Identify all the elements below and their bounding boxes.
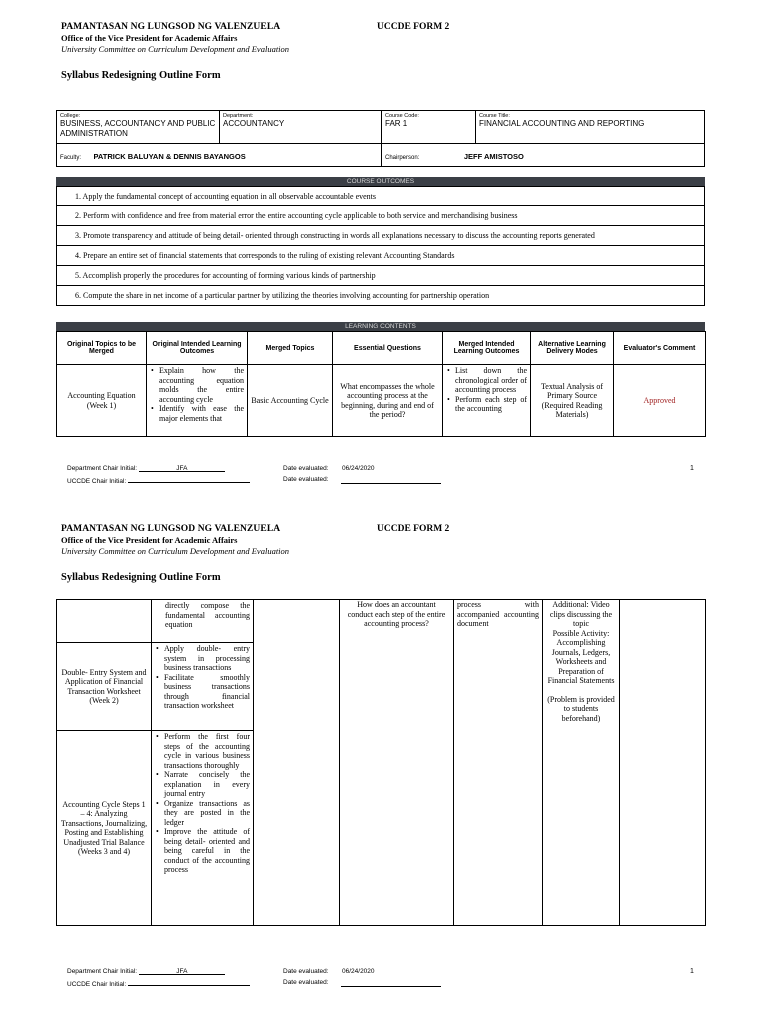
learning-contents-heading: LEARNING CONTENTS bbox=[56, 322, 705, 331]
course-code-cell bbox=[382, 111, 476, 144]
office-name: Office of the Vice President for Academic Affairs bbox=[61, 33, 238, 43]
chairperson-label: Chairperson: bbox=[385, 155, 420, 161]
dept-chair-initial: JFA bbox=[176, 968, 188, 975]
college-value: BUSINESS, ACCOUNTANCY AND PUBLIC ADMINISTRATION bbox=[60, 119, 216, 138]
p2-row1-topic bbox=[57, 600, 152, 643]
dept-chair-initial-line bbox=[139, 966, 225, 975]
p2-row2-ilo bbox=[152, 643, 254, 731]
list-item: • Perform each step of the accounting bbox=[455, 395, 527, 414]
committee-name: University Committee on Curriculum Development and Evaluation bbox=[61, 546, 290, 556]
list-item: • Facilitate smoothly business transactions through financial transaction worksheet bbox=[164, 673, 250, 711]
p2-evaluator-comment bbox=[620, 600, 706, 926]
p2-delivery-c: (Problem is provided to students beforehand) bbox=[547, 694, 615, 723]
col-delivery-modes: Alternative Learning Delivery Modes bbox=[531, 332, 614, 365]
dept-chair-initial-line bbox=[139, 463, 225, 472]
learning-contents-continued-table bbox=[56, 599, 706, 926]
row1-question: What encompasses the whole accounting process at the beginning, during and end of the period? bbox=[333, 365, 443, 437]
university-name: PAMANTASAN NG LUNGSOD NG VALENZUELA bbox=[61, 22, 281, 32]
date-evaluated-label: Date evaluated: bbox=[283, 979, 329, 986]
list-item: • Narrate concisely the explanation in every journal entry bbox=[164, 770, 250, 799]
dept-chair-label: Department Chair Initial: bbox=[67, 968, 138, 975]
course-title-cell bbox=[476, 111, 705, 144]
uccde-chair-line bbox=[128, 474, 250, 483]
course-outcomes-heading: COURSE OUTCOMES bbox=[56, 177, 705, 186]
college-label: College: bbox=[60, 113, 81, 119]
list-item: • Organize transactions as they are posted in the ledger bbox=[164, 799, 250, 828]
p2-row1-ilo-cont: directly compose the fundamental accounting equation bbox=[152, 600, 254, 643]
form-title: Syllabus Redesigning Outline Form bbox=[61, 572, 221, 583]
outcome-item: 6. Compute the share in net income of a particular partner by utilizing the theories involving accounting for partnership operation bbox=[57, 286, 705, 306]
date-evaluated-value: 06/24/2020 bbox=[342, 968, 375, 975]
date-evaluated-value: 06/24/2020 bbox=[342, 465, 375, 472]
row1-merged-ilo bbox=[443, 365, 531, 437]
page1-header bbox=[61, 22, 721, 81]
col-evaluator-comment: Evaluator's Comment bbox=[614, 332, 706, 365]
col-original-ilo: Original Intended Learning Outcomes bbox=[147, 332, 248, 365]
date-evaluated-label: Date evaluated: bbox=[283, 968, 329, 975]
list-item: • Improve the attitude of being detail- oriented and being careful in the conduct of the accounting process bbox=[164, 827, 250, 875]
date-evaluated-label: Date evaluated: bbox=[283, 476, 329, 483]
col-essential-questions: Essential Questions bbox=[333, 332, 443, 365]
uccde-chair-label: UCCDE Chair Initial: bbox=[67, 981, 127, 988]
learning-contents-table bbox=[56, 331, 706, 437]
p2-row3-ilo bbox=[152, 731, 254, 926]
college-cell bbox=[57, 111, 220, 144]
course-outcomes-table bbox=[56, 186, 705, 306]
outcome-item: 2. Perform with confidence and free from material error the entire accounting cycle applicable to both service and merchandising business bbox=[57, 206, 705, 226]
date-evaluated-line bbox=[341, 475, 441, 484]
faculty-label: Faculty: bbox=[60, 155, 82, 161]
p2-delivery-a: Additional: Video clips discussing the topic bbox=[549, 600, 613, 628]
row1-evaluator-comment: Approved bbox=[614, 365, 706, 437]
department-cell bbox=[220, 111, 382, 144]
date-evaluated-line bbox=[341, 978, 441, 987]
page1-footer bbox=[67, 463, 707, 485]
row1-ilo bbox=[147, 365, 248, 437]
department-label: Department: bbox=[223, 113, 254, 119]
form-number: UCCDE FORM 2 bbox=[377, 524, 450, 534]
p2-delivery-b: Possible Activity: Accomplishing Journals, Ledgers, Worksheets and Preparation of Financial Statements bbox=[547, 628, 615, 685]
list-item: • Perform the first four steps of the accounting cycle in various business transactions thoroughly bbox=[164, 732, 250, 770]
p2-question: How does an accountant conduct each step of the entire accounting process? bbox=[340, 600, 454, 926]
p2-row2-topic: Double- Entry System and Application of Financial Transaction Worksheet (Week 2) bbox=[57, 643, 152, 731]
university-name: PAMANTASAN NG LUNGSOD NG VALENZUELA bbox=[61, 524, 281, 534]
list-item: • Identify with ease the major elements that bbox=[159, 404, 244, 423]
row1-topic: Accounting Equation (Week 1) bbox=[57, 365, 147, 437]
course-info-table bbox=[56, 110, 705, 167]
course-code-value: FAR 1 bbox=[385, 119, 408, 128]
chairperson-value: JEFF AMISTOSO bbox=[463, 152, 524, 161]
date-evaluated-label: Date evaluated: bbox=[283, 465, 329, 472]
col-merged-topics: Merged Topics bbox=[248, 332, 333, 365]
p2-merged-ilo-cont: process with accompanied accounting document bbox=[454, 600, 543, 926]
list-item: • Explain how the accounting equation molds the entire accounting cycle bbox=[159, 366, 244, 404]
p2-row3-topic: Accounting Cycle Steps 1 – 4: Analyzing Transactions, Journalizing, Posting and Establishing Unadjusted Trial Balance (Weeks 3 and 4) bbox=[57, 731, 152, 926]
page2-footer bbox=[67, 966, 707, 988]
p2-merged-topic bbox=[254, 600, 340, 926]
row1-merged-topic: Basic Accounting Cycle bbox=[248, 365, 333, 437]
outcome-item: 5. Accomplish properly the procedures for accounting of forming various kinds of partnership bbox=[57, 266, 705, 286]
outcome-item: 3. Promote transparency and attitude of being detail- oriented through constructing in words all explanations necessary to discuss the accounting reports generated bbox=[57, 226, 705, 246]
course-title-label: Course Title: bbox=[479, 113, 510, 119]
page2-header bbox=[61, 524, 721, 583]
uccde-chair-label: UCCDE Chair Initial: bbox=[67, 478, 127, 485]
form-title: Syllabus Redesigning Outline Form bbox=[61, 70, 221, 81]
course-code-label: Course Code: bbox=[385, 113, 419, 119]
form-number: UCCDE FORM 2 bbox=[377, 22, 450, 32]
outcome-item: 4. Prepare an entire set of financial statements that corresponds to the ruling of existing relevant Accounting Standards bbox=[57, 246, 705, 266]
faculty-value: PATRICK BALUYAN & DENNIS BAYANGOS bbox=[93, 152, 246, 161]
page-number: 1 bbox=[690, 968, 694, 975]
dept-chair-label: Department Chair Initial: bbox=[67, 465, 138, 472]
committee-name: University Committee on Curriculum Development and Evaluation bbox=[61, 44, 290, 54]
chairperson-cell bbox=[382, 144, 705, 167]
list-item: • Apply double- entry system in processing business transactions bbox=[164, 644, 250, 673]
p2-delivery bbox=[543, 600, 620, 926]
course-title-value: FINANCIAL ACCOUNTING AND REPORTING bbox=[479, 119, 645, 128]
row1-delivery: Textual Analysis of Primary Source (Required Reading Materials) bbox=[531, 365, 614, 437]
list-item: • List down the chronological order of accounting process bbox=[455, 366, 527, 395]
department-value: ACCOUNTANCY bbox=[223, 119, 285, 128]
dept-chair-initial: JFA bbox=[176, 465, 188, 472]
uccde-chair-line bbox=[128, 977, 250, 986]
learning-contents-section bbox=[56, 322, 705, 437]
page-number: 1 bbox=[690, 465, 694, 472]
faculty-cell bbox=[57, 144, 382, 167]
col-original-topics: Original Topics to be Merged bbox=[57, 332, 147, 365]
outcome-item: 1. Apply the fundamental concept of accounting equation in all observable accountable events bbox=[57, 187, 705, 206]
course-outcomes-section bbox=[56, 177, 705, 306]
col-merged-ilo: Merged Intended Learning Outcomes bbox=[443, 332, 531, 365]
office-name: Office of the Vice President for Academic Affairs bbox=[61, 535, 238, 545]
